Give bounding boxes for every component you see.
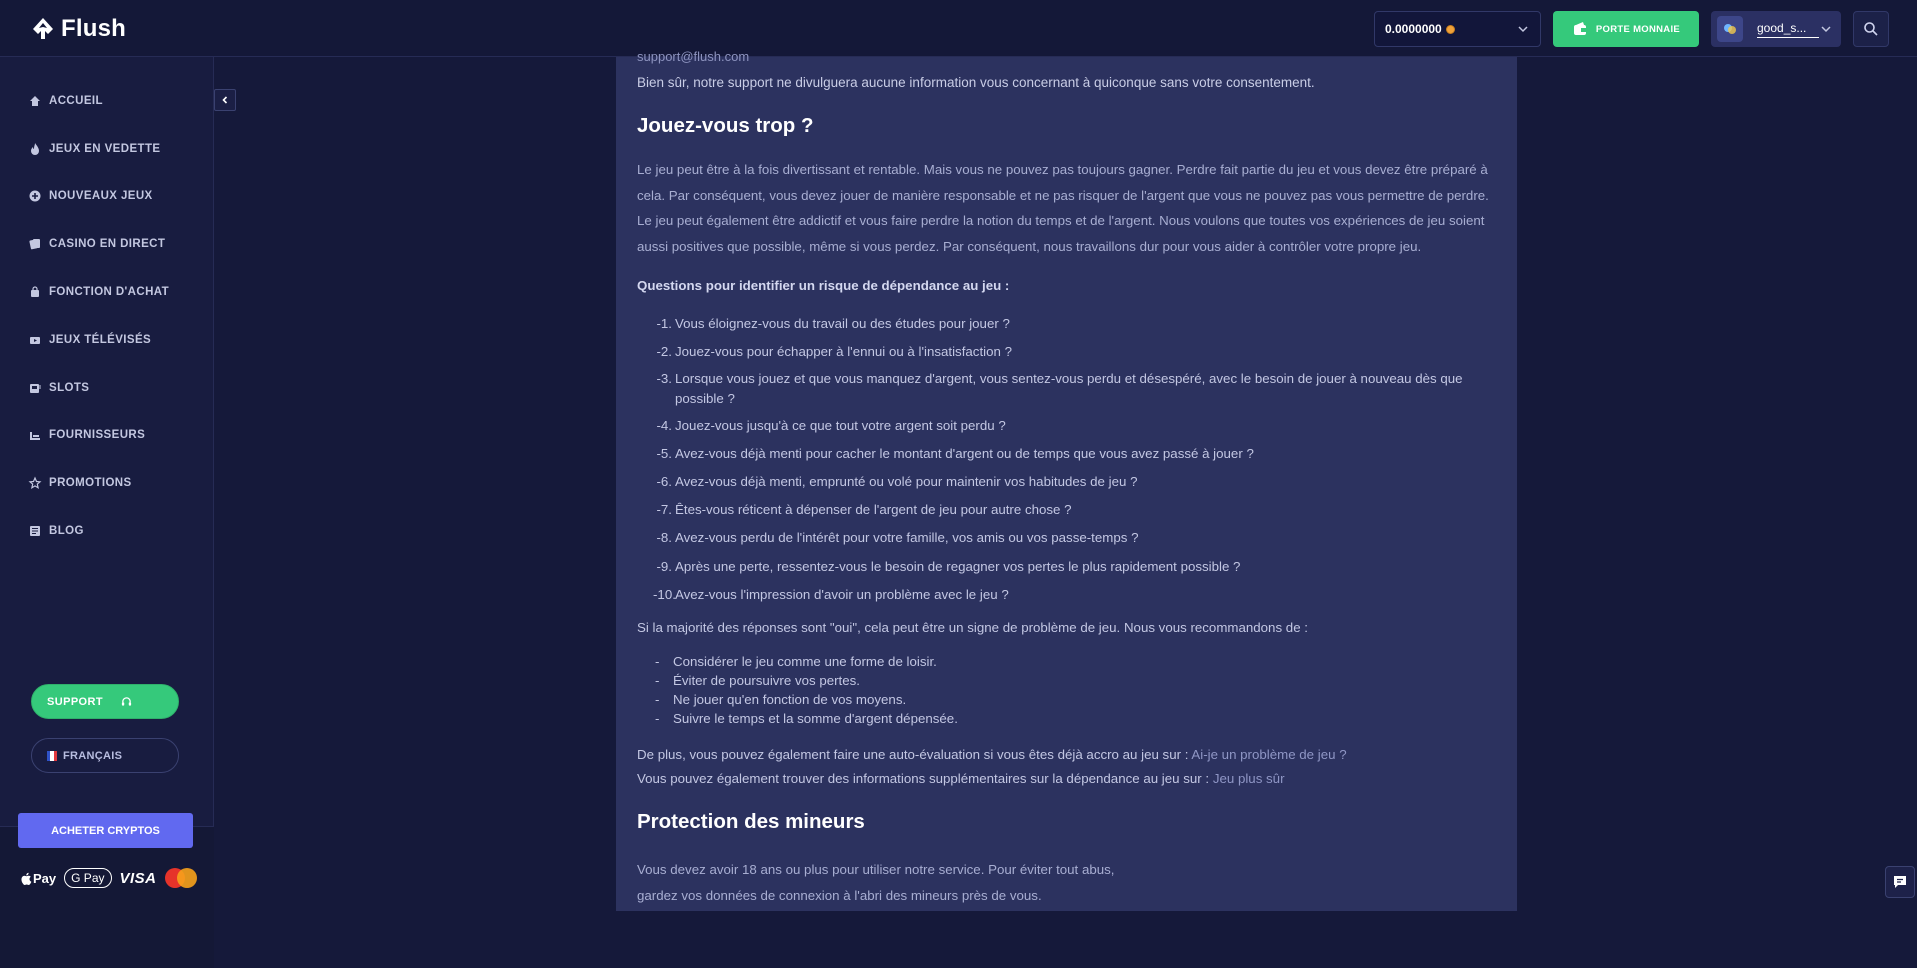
support-label: SUPPORT bbox=[47, 695, 103, 708]
question-item: -8. Avez-vous perdu de l'intérêt pour votre famille, vos amis ou vos passe-temps ? bbox=[656, 530, 1139, 545]
buy-crypto-label: ACHETER CRYPTOS bbox=[51, 824, 160, 837]
sidebar-item-label: JEUX TÉLÉVISÉS bbox=[49, 333, 152, 346]
sidebar-item-promotions[interactable] bbox=[29, 459, 169, 507]
sidebar-item-label: BLOG bbox=[49, 525, 84, 538]
star-icon bbox=[29, 477, 41, 489]
heading-play-too-much: Jouez-vous trop ? bbox=[637, 114, 814, 137]
sidebar-item-fonction-d-achat[interactable] bbox=[29, 268, 169, 316]
support-email[interactable]: support@flush.com bbox=[637, 49, 750, 64]
plus-circle-icon bbox=[29, 190, 41, 202]
payment-methods bbox=[21, 868, 197, 888]
logo-text: Flush bbox=[61, 15, 126, 42]
question-item: -6. Avez-vous déjà menti, emprunté ou volé pour maintenir vos habitudes de jeu ? bbox=[656, 474, 1138, 489]
question-item: -10. Avez-vous l'impression d'avoir un problème avec le jeu ? bbox=[653, 587, 1009, 602]
coin-icon bbox=[1446, 25, 1455, 34]
sidebar-item-label: CASINO EN DIRECT bbox=[49, 238, 166, 251]
sidebar-item-accueil[interactable] bbox=[29, 77, 169, 125]
question-item: -4. Jouez-vous jusqu'à ce que tout votre argent soit perdu ? bbox=[656, 418, 1006, 433]
sidebar-item-jeux-televises[interactable] bbox=[29, 316, 169, 364]
newspaper-icon bbox=[29, 525, 41, 537]
buy-crypto-button[interactable] bbox=[18, 813, 193, 848]
question-item: -5. Avez-vous déjà menti pour cacher le montant d'argent ou de temps que vous avez passé à jouer ? bbox=[656, 446, 1254, 461]
sidebar-item-label: PROMOTIONS bbox=[49, 477, 132, 490]
search-button[interactable] bbox=[1853, 11, 1889, 47]
language-label: FRANÇAIS bbox=[63, 749, 123, 762]
visa-logo: VISA bbox=[119, 869, 157, 887]
self-evaluation-line: De plus, vous pouvez également faire une auto-évaluation si vous êtes déjà accro au jeu sur : Ai-je un problème de jeu ? bbox=[637, 747, 1347, 762]
balance-value: 0.0000000 bbox=[1385, 22, 1442, 36]
self-evaluation-link[interactable]: Ai-je un problème de jeu ? bbox=[1191, 747, 1347, 762]
question-item: -1. Vous éloignez-vous du travail ou des études pour jouer ? bbox=[656, 316, 1010, 331]
chevron-left-icon bbox=[220, 95, 230, 105]
home-icon bbox=[29, 95, 41, 107]
username: good_s... bbox=[1757, 21, 1819, 38]
intro-paragraph: Le jeu peut être à la fois divertissant et rentable. Mais vous ne pouvez pas toujours gagner. Perdre fait partie du jeu et vous devez être préparé à cela. Par conséquent, vous devez jouer de manière responsable et ne pas risquer de l'argent que vous ne pouvez pas vous permettre de perdre. Le jeu peut également être addictif et vous faire perdre la notion du temps et de l'argent. Nous voulons que toutes vos expériences de jeu soient aussi positives que possible, même si vous perdez. Par conséquent, nous travaillons dur pour vous aider à contrôler votre propre jeu. bbox=[637, 162, 1489, 254]
wallet-button[interactable] bbox=[1553, 11, 1699, 47]
more-info-line: Vous pouvez également trouver des informations supplémentaires sur la dépendance au jeu sur : Jeu plus sûr bbox=[637, 771, 1285, 786]
fire-icon bbox=[29, 143, 41, 155]
recommendation-item: - Éviter de poursuivre vos pertes. bbox=[655, 673, 860, 688]
headset-icon bbox=[121, 696, 132, 707]
cards-icon bbox=[29, 238, 41, 250]
sidebar-nav bbox=[29, 77, 169, 555]
sidebar-item-slots[interactable] bbox=[29, 364, 169, 412]
majority-text: Si la majorité des réponses sont "oui", cela peut être un signe de problème de jeu. Nous vous recommandons de : bbox=[637, 620, 1308, 635]
support-button[interactable] bbox=[31, 684, 179, 719]
sidebar-item-label: JEUX EN VEDETTE bbox=[49, 142, 161, 155]
google-pay-logo: G Pay bbox=[64, 868, 111, 888]
slot-machine-icon bbox=[29, 382, 41, 394]
sidebar bbox=[0, 57, 214, 911]
heading-minors-protection: Protection des mineurs bbox=[637, 810, 865, 833]
search-icon bbox=[1863, 21, 1879, 37]
responsible-gaming-article bbox=[616, 49, 1517, 911]
bag-icon bbox=[29, 286, 41, 298]
chat-icon bbox=[1892, 874, 1908, 890]
recommendation-item: - Ne jouer qu'en fonction de vos moyens. bbox=[655, 692, 907, 707]
question-item: -2. Jouez-vous pour échapper à l'ennui ou à l'insatisfaction ? bbox=[656, 344, 1012, 359]
sidebar-item-blog[interactable] bbox=[29, 507, 169, 555]
minors-paragraph: Vous devez avoir 18 ans ou plus pour utiliser notre service. Pour éviter tout abus, gardez vos données de connexion à l'abri des mineurs près de vous. bbox=[637, 862, 1115, 903]
balance-selector[interactable] bbox=[1374, 11, 1541, 47]
wallet-label: PORTE MONNAIE bbox=[1595, 23, 1681, 35]
french-flag-icon bbox=[47, 751, 57, 761]
sidebar-item-label: FONCTION D'ACHAT bbox=[49, 286, 170, 299]
wallet-icon bbox=[1572, 21, 1588, 37]
avatar bbox=[1717, 16, 1743, 42]
sidebar-item-jeux-en-vedette[interactable] bbox=[29, 125, 169, 173]
language-selector[interactable] bbox=[31, 738, 179, 773]
sidebar-item-casino-en-direct[interactable] bbox=[29, 220, 169, 268]
question-item: -3. Lorsque vous jouez et que vous manquez d'argent, vous sentez-vous perdu et désespéré, avec le besoin de jouer à nouveau dès que possible ? bbox=[656, 371, 1463, 406]
questions-title: Questions pour identifier un risque de dépendance au jeu : bbox=[637, 278, 1010, 293]
sidebar-item-label: FOURNISSEURS bbox=[49, 429, 146, 442]
apple-icon bbox=[21, 872, 32, 885]
sidebar-item-nouveaux-jeux[interactable] bbox=[29, 173, 169, 221]
brand-logo[interactable] bbox=[31, 15, 126, 43]
sidebar-item-label: SLOTS bbox=[49, 381, 90, 394]
question-item: -9. Après une perte, ressentez-vous le besoin de regagner vos pertes le plus rapidement possible ? bbox=[656, 559, 1241, 574]
sidebar-item-label: ACCUEIL bbox=[49, 94, 103, 107]
sidebar-item-fournisseurs[interactable] bbox=[29, 412, 169, 460]
privacy-note: Bien sûr, notre support ne divulguera aucune information vous concernant à quiconque sans votre consentement. bbox=[637, 75, 1315, 90]
spade-logo-icon bbox=[31, 17, 55, 41]
chevron-down-icon bbox=[1819, 22, 1833, 36]
recommendation-item: - Suivre le temps et la somme d'argent dépensée. bbox=[655, 711, 958, 726]
sidebar-item-label: NOUVEAUX JEUX bbox=[49, 190, 153, 203]
question-item: -7. Êtes-vous réticent à dépenser de l'argent de jeu pour autre chose ? bbox=[656, 502, 1072, 517]
mastercard-logo bbox=[165, 868, 197, 888]
chevron-down-icon bbox=[1516, 22, 1530, 36]
top-header bbox=[0, 0, 1917, 57]
providers-icon bbox=[29, 429, 41, 441]
recommendation-item: - Considérer le jeu comme une forme de loisir. bbox=[655, 654, 937, 669]
chat-button[interactable] bbox=[1885, 866, 1915, 898]
safer-gambling-link[interactable]: Jeu plus sûr bbox=[1212, 771, 1285, 786]
apple-pay-logo: Pay bbox=[21, 871, 56, 886]
collapse-sidebar-button[interactable] bbox=[214, 89, 236, 111]
user-menu[interactable] bbox=[1711, 11, 1841, 47]
tv-icon bbox=[29, 334, 41, 346]
